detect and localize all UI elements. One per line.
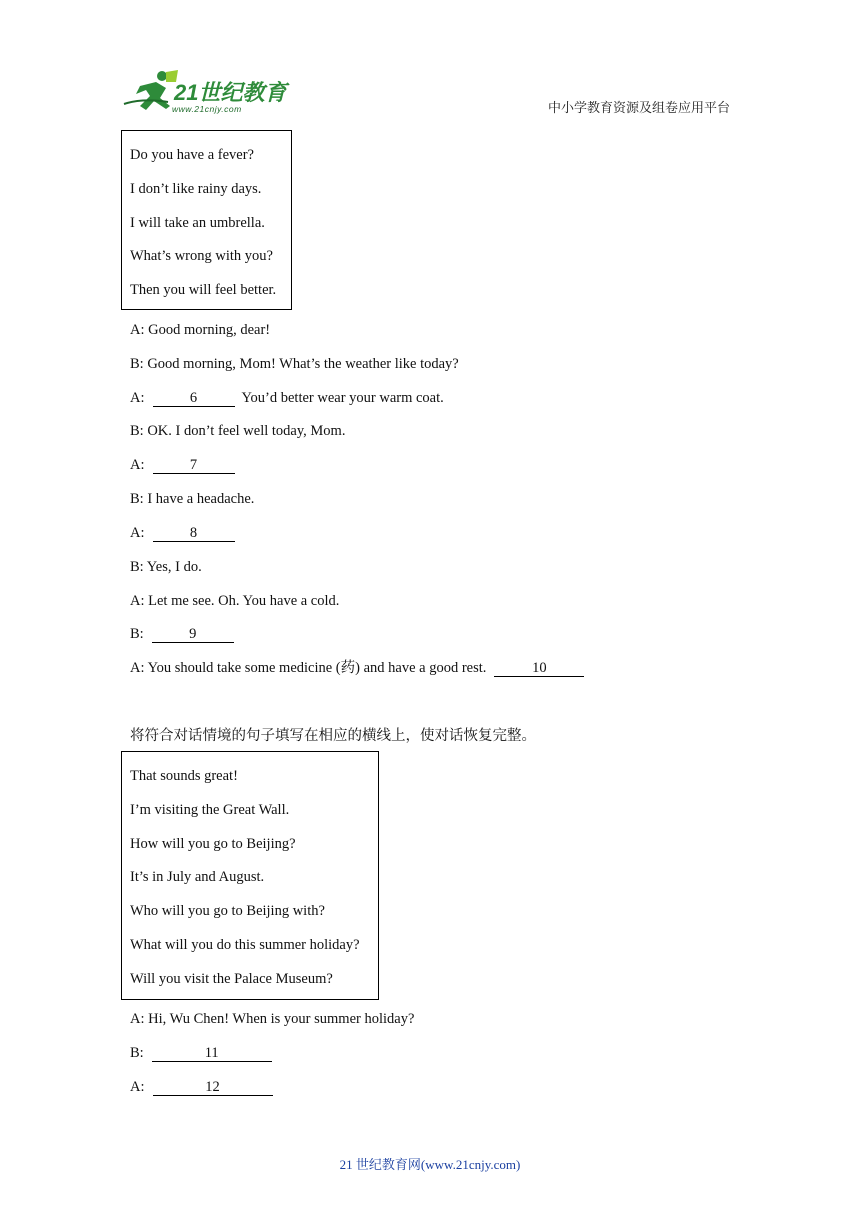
header-platform-text: 中小学教育资源及组卷应用平台 [548,100,731,115]
blank-11[interactable]: 11 [152,1045,272,1062]
option-item: Then you will feel better. [130,282,277,298]
dialogue-line: A: Hi, Wu Chen! When is your summer holiday? [130,1011,415,1027]
speaker-label: A: [130,390,145,406]
page-footer: 21 世纪教育网(www.21cnjy.com) [339,1157,521,1172]
dialogue-line [130,524,235,542]
blank-10[interactable]: 10 [494,660,584,677]
speaker-label: A: [130,1079,145,1095]
blank-8[interactable]: 8 [153,525,235,542]
option-item: I will take an umbrella. [130,215,265,231]
dialogue-line: B: Good morning, Mom! What’s the weather like today? [130,356,459,372]
runner-logo-icon [122,68,292,118]
option-item: I don’t like rainy days. [130,181,262,197]
dialogue-text: A: You should take some medicine (药) and have a good rest. [130,660,487,676]
blank-6[interactable]: 6 [153,390,235,407]
logo-url: www.21cnjy.com [172,104,242,114]
dialogue-line [130,1078,273,1096]
option-item: How will you go to Beijing? [130,836,296,852]
option-item: What will you do this summer holiday? [130,937,360,953]
dialogue-line [130,1044,272,1062]
blank-9[interactable]: 9 [152,626,234,643]
section-instruction: 将符合对话情境的句子填写在相应的横线上，使对话恢复完整。 [130,728,536,744]
dialogue-text: You’d better wear your warm coat. [241,390,444,406]
option-item: That sounds great! [130,768,238,784]
dialogue-line: B: I have a headache. [130,491,255,507]
option-item: Who will you go to Beijing with? [130,903,325,919]
logo-text: 21世纪教育 [174,80,287,105]
dialogue-line [130,625,234,643]
option-item: What’s wrong with you? [130,248,273,264]
site-logo [122,68,292,118]
dialogue-line: B: Yes, I do. [130,559,202,575]
speaker-label: B: [130,626,144,642]
dialogue-line [130,659,584,677]
dialogue-line [130,389,444,407]
speaker-label: A: [130,457,145,473]
dialogue-line: B: OK. I don’t feel well today, Mom. [130,423,346,439]
dialogue-line [130,456,235,474]
options-box-1 [121,130,292,310]
speaker-label: A: [130,525,145,541]
option-item: It’s in July and August. [130,869,265,885]
dialogue-line: A: Let me see. Oh. You have a cold. [130,593,340,609]
option-item: I’m visiting the Great Wall. [130,802,290,818]
dialogue-line: A: Good morning, dear! [130,322,271,338]
option-item: Do you have a fever? [130,147,254,163]
speaker-label: B: [130,1045,144,1061]
option-item: Will you visit the Palace Museum? [130,971,333,987]
blank-7[interactable]: 7 [153,457,235,474]
options-box-2 [121,751,379,1000]
blank-12[interactable]: 12 [153,1079,273,1096]
